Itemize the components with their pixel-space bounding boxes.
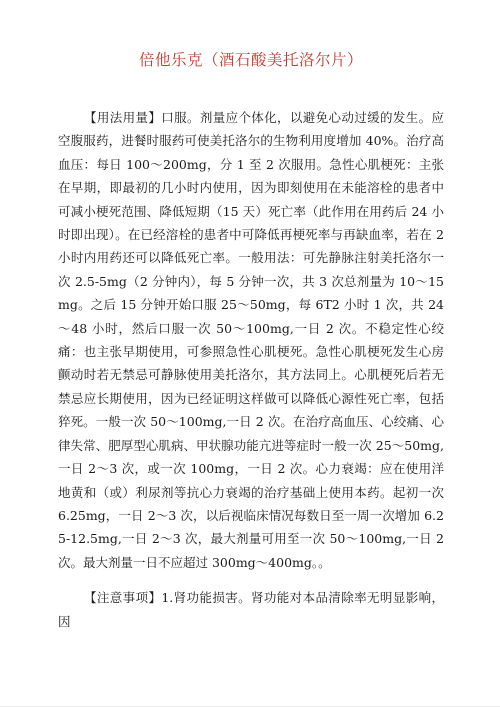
dosage-paragraph: 【用法用量】口服。剂量应个体化，以避免心动过缓的发生。应空腹服药，进餐时服药可使美托洛尔的生物利用度增加 40%。治疗高血压：每日 100～200mg，分 1 至 2 次服用。急性心肌梗死：主张在早期，即最初的几小时内使用，因为即刻使用在未能溶栓的患者中可减小梗死范围、降低短期（15 天）死亡率（此作用在用药后 24 小时即出现）。在已经溶栓的患者中可降低再梗死率与再缺血率，若在 2 小时内用药还可以降低死亡率。一般用法：可先静脉注射美托洛尔一次 2.5-5mg（2 分钟内），每 5 分钟一次，共 3 次总剂量为 10～15mg。之后 15 分钟开始口服 25～50mg，每 6T2 小时 1 次，共 24～48 小时，然后口服一次 50～100mg,一日 2 次。不稳定性心绞痛：也主张早期使用，可参照急性心肌梗死。急性心肌梗死发生心房颤动时若无禁忌可静脉使用美托洛尔，其方法同上。心肌梗死后若无禁忌应长期使用，因为已经证明这样做可以降低心源性死亡率，包括猝死。一般一次 50～100mg,一日 2 次。在治疗高血压、心绞痛、心律失常、肥厚型心肌病、甲状腺功能亢进等症时一般一次 25～50mg,一日 2～3 次，或一次 100mg，一日 2 次。心力衰竭：应在使用洋地黄和（或）利尿剂等抗心力衰竭的治疗基础上使用本药。起初一次 6.25mg，一日 2～3 次，以后视临床情况每数日至一周一次增加 6.25-12.5mg,一日 2～3 次，最大剂量可用至一次 50～100mg,一日 2 次。最大剂量一日不应超过 300mg～400mg。。	[58, 110, 444, 570]
precautions-paragraph: 【注意事项】1.肾功能损害。肾功能对本品清除率无明显影响，因	[58, 590, 444, 629]
document-title: 倍他乐克（酒石酸美托洛尔片）	[138, 51, 363, 69]
